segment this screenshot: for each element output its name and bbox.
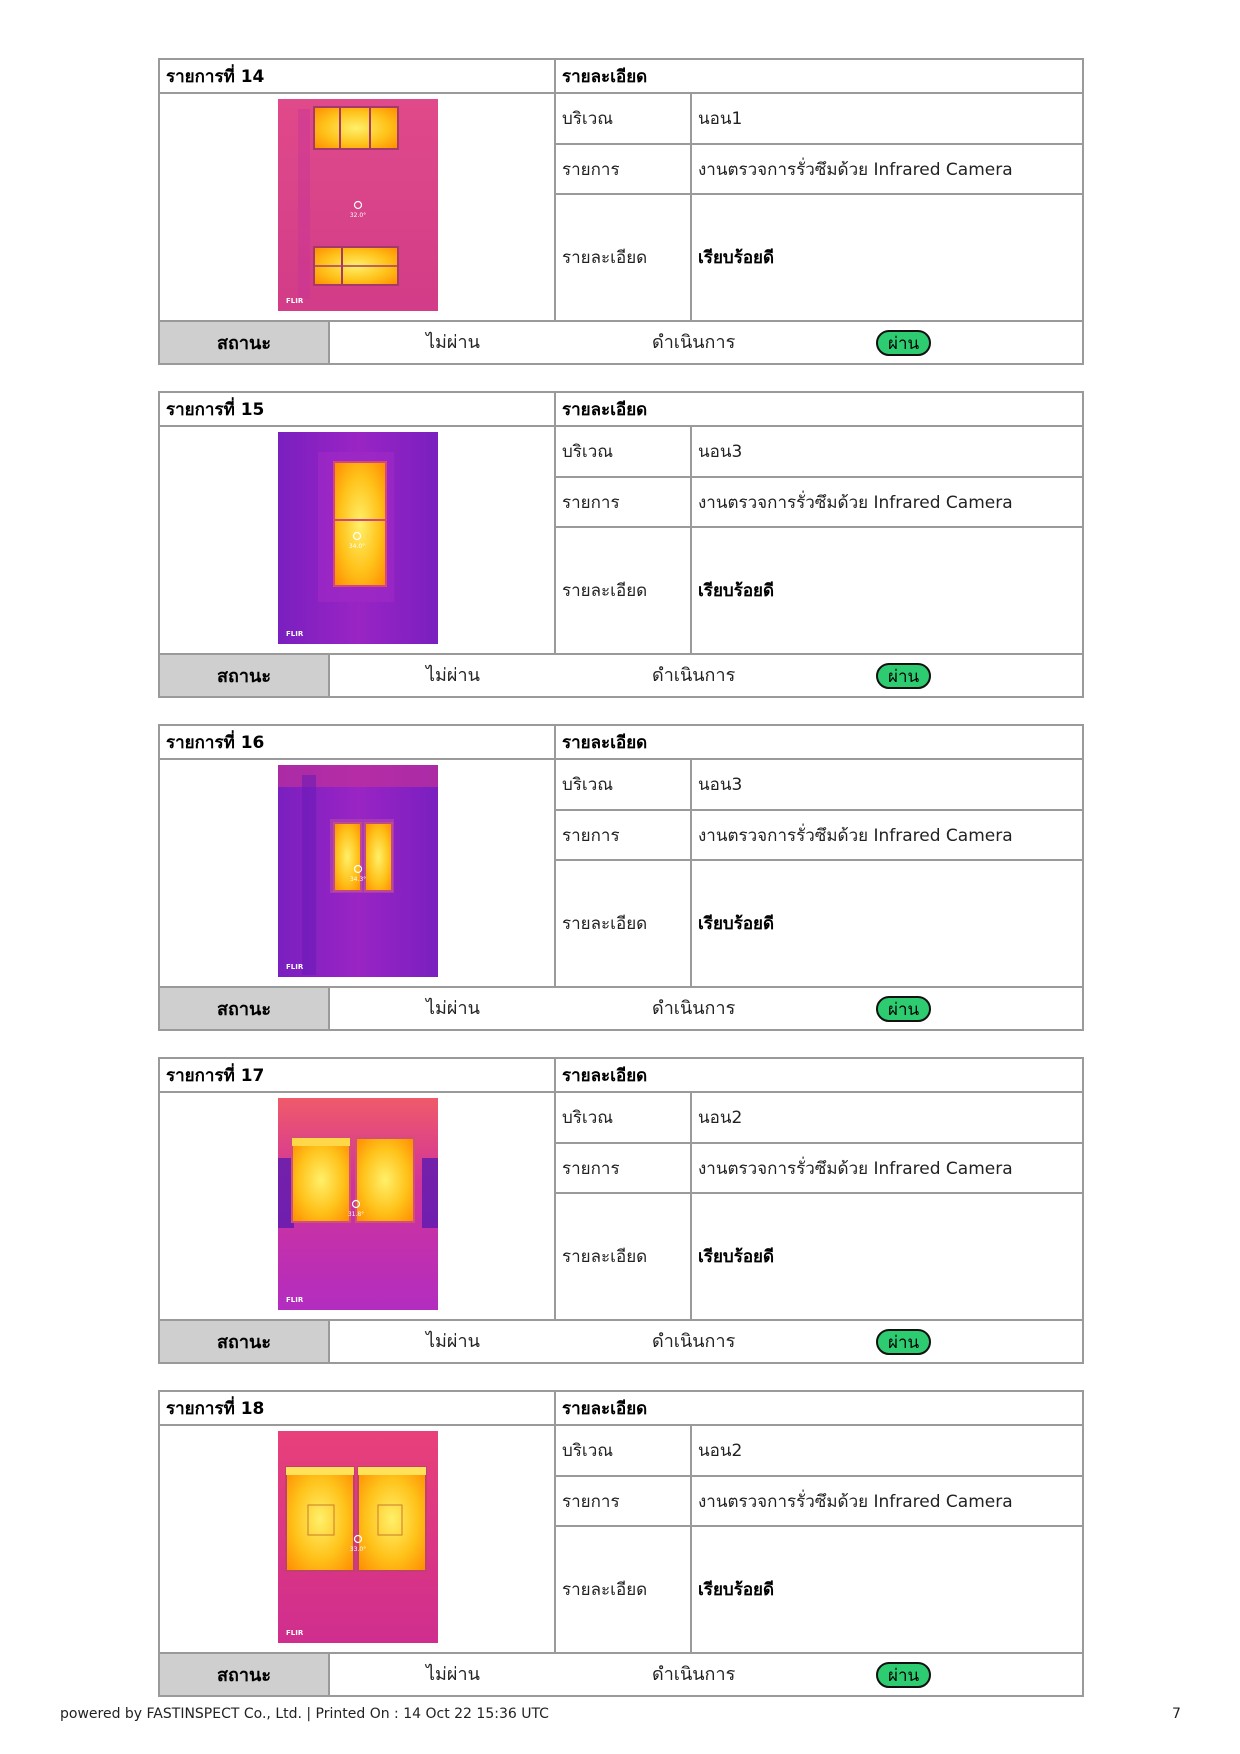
status-label: สถานะ xyxy=(160,322,330,363)
area-label: บริเวณ xyxy=(556,1426,692,1477)
status-fail-option[interactable]: ไม่ผ่าน xyxy=(426,665,480,686)
item-value: งานตรวจการรั่วซึมด้วย Infrared Camera xyxy=(692,1144,1082,1194)
inspection-card xyxy=(158,391,1084,698)
status-pass-badge[interactable]: ผ่าน xyxy=(876,330,931,356)
area-value: นอน2 xyxy=(692,1093,1082,1144)
status-fail-option[interactable]: ไม่ผ่าน xyxy=(426,332,480,353)
footer-text: powered by FASTINSPECT Co., Ltd. | Printed On : 14 Oct 22 15:36 UTC xyxy=(60,1706,549,1722)
detail-header: รายละเอียด xyxy=(556,393,1082,427)
flir-logo: FLIR xyxy=(286,630,304,638)
detail-label: รายละเอียด xyxy=(556,528,692,655)
area-value: นอน1 xyxy=(692,94,1082,145)
status-pass-badge[interactable]: ผ่าน xyxy=(876,1329,931,1355)
item-value: งานตรวจการรั่วซึมด้วย Infrared Camera xyxy=(692,811,1082,861)
thermal-image[interactable] xyxy=(278,99,438,311)
photo-cell xyxy=(160,760,556,988)
status-in-progress-option[interactable]: ดำเนินการ xyxy=(652,1331,736,1352)
area-value: นอน3 xyxy=(692,427,1082,478)
area-label: บริเวณ xyxy=(556,94,692,145)
area-value: นอน3 xyxy=(692,760,1082,811)
inspection-card xyxy=(158,1390,1084,1697)
status-label: สถานะ xyxy=(160,988,330,1029)
status-pass-badge[interactable]: ผ่าน xyxy=(876,996,931,1022)
item-value: งานตรวจการรั่วซึมด้วย Infrared Camera xyxy=(692,478,1082,528)
temperature-reading: 34.3° xyxy=(349,876,367,883)
item-title: รายการที่ 16 xyxy=(160,726,556,760)
detail-value: เรียบร้อยดี xyxy=(692,195,1082,322)
status-label: สถานะ xyxy=(160,1654,330,1695)
detail-header: รายละเอียด xyxy=(556,726,1082,760)
detail-value: เรียบร้อยดี xyxy=(692,1527,1082,1654)
item-label: รายการ xyxy=(556,1144,692,1194)
item-title: รายการที่ 17 xyxy=(160,1059,556,1093)
status-in-progress-option[interactable]: ดำเนินการ xyxy=(652,1664,736,1685)
photo-cell xyxy=(160,1093,556,1321)
item-label: รายการ xyxy=(556,811,692,861)
area-label: บริเวณ xyxy=(556,1093,692,1144)
detail-label: รายละเอียด xyxy=(556,195,692,322)
page-number: 7 xyxy=(1172,1706,1181,1722)
status-pass-badge[interactable]: ผ่าน xyxy=(876,1662,931,1688)
area-value: นอน2 xyxy=(692,1426,1082,1477)
detail-label: รายละเอียด xyxy=(556,1527,692,1654)
status-in-progress-option[interactable]: ดำเนินการ xyxy=(652,665,736,686)
detail-header: รายละเอียด xyxy=(556,60,1082,94)
flir-logo: FLIR xyxy=(286,297,304,305)
detail-value: เรียบร้อยดี xyxy=(692,1194,1082,1321)
item-title: รายการที่ 18 xyxy=(160,1392,556,1426)
detail-label: รายละเอียด xyxy=(556,861,692,988)
thermal-image[interactable] xyxy=(278,1431,438,1643)
inspection-card xyxy=(158,58,1084,365)
temperature-reading: 32.0° xyxy=(349,212,367,219)
flir-logo: FLIR xyxy=(286,1296,304,1304)
status-fail-option[interactable]: ไม่ผ่าน xyxy=(426,998,480,1019)
status-pass-badge[interactable]: ผ่าน xyxy=(876,663,931,689)
flir-logo: FLIR xyxy=(286,1629,304,1637)
status-fail-option[interactable]: ไม่ผ่าน xyxy=(426,1331,480,1352)
flir-logo: FLIR xyxy=(286,963,304,971)
photo-cell xyxy=(160,94,556,322)
photo-cell xyxy=(160,427,556,655)
item-label: รายการ xyxy=(556,478,692,528)
detail-value: เรียบร้อยดี xyxy=(692,528,1082,655)
status-label: สถานะ xyxy=(160,655,330,696)
area-label: บริเวณ xyxy=(556,427,692,478)
detail-label: รายละเอียด xyxy=(556,1194,692,1321)
item-title: รายการที่ 15 xyxy=(160,393,556,427)
thermal-image[interactable] xyxy=(278,765,438,977)
temperature-reading: 31.8° xyxy=(347,1211,365,1218)
item-value: งานตรวจการรั่วซึมด้วย Infrared Camera xyxy=(692,145,1082,195)
item-value: งานตรวจการรั่วซึมด้วย Infrared Camera xyxy=(692,1477,1082,1527)
status-in-progress-option[interactable]: ดำเนินการ xyxy=(652,332,736,353)
item-label: รายการ xyxy=(556,145,692,195)
temperature-reading: 34.0° xyxy=(348,543,366,550)
item-label: รายการ xyxy=(556,1477,692,1527)
detail-header: รายละเอียด xyxy=(556,1059,1082,1093)
detail-header: รายละเอียด xyxy=(556,1392,1082,1426)
area-label: บริเวณ xyxy=(556,760,692,811)
status-label: สถานะ xyxy=(160,1321,330,1362)
status-in-progress-option[interactable]: ดำเนินการ xyxy=(652,998,736,1019)
detail-value: เรียบร้อยดี xyxy=(692,861,1082,988)
thermal-image[interactable] xyxy=(278,1098,438,1310)
photo-cell xyxy=(160,1426,556,1654)
inspection-card xyxy=(158,1057,1084,1364)
thermal-image[interactable] xyxy=(278,432,438,644)
status-fail-option[interactable]: ไม่ผ่าน xyxy=(426,1664,480,1685)
inspection-card xyxy=(158,724,1084,1031)
item-title: รายการที่ 14 xyxy=(160,60,556,94)
temperature-reading: 33.0° xyxy=(349,1546,367,1553)
